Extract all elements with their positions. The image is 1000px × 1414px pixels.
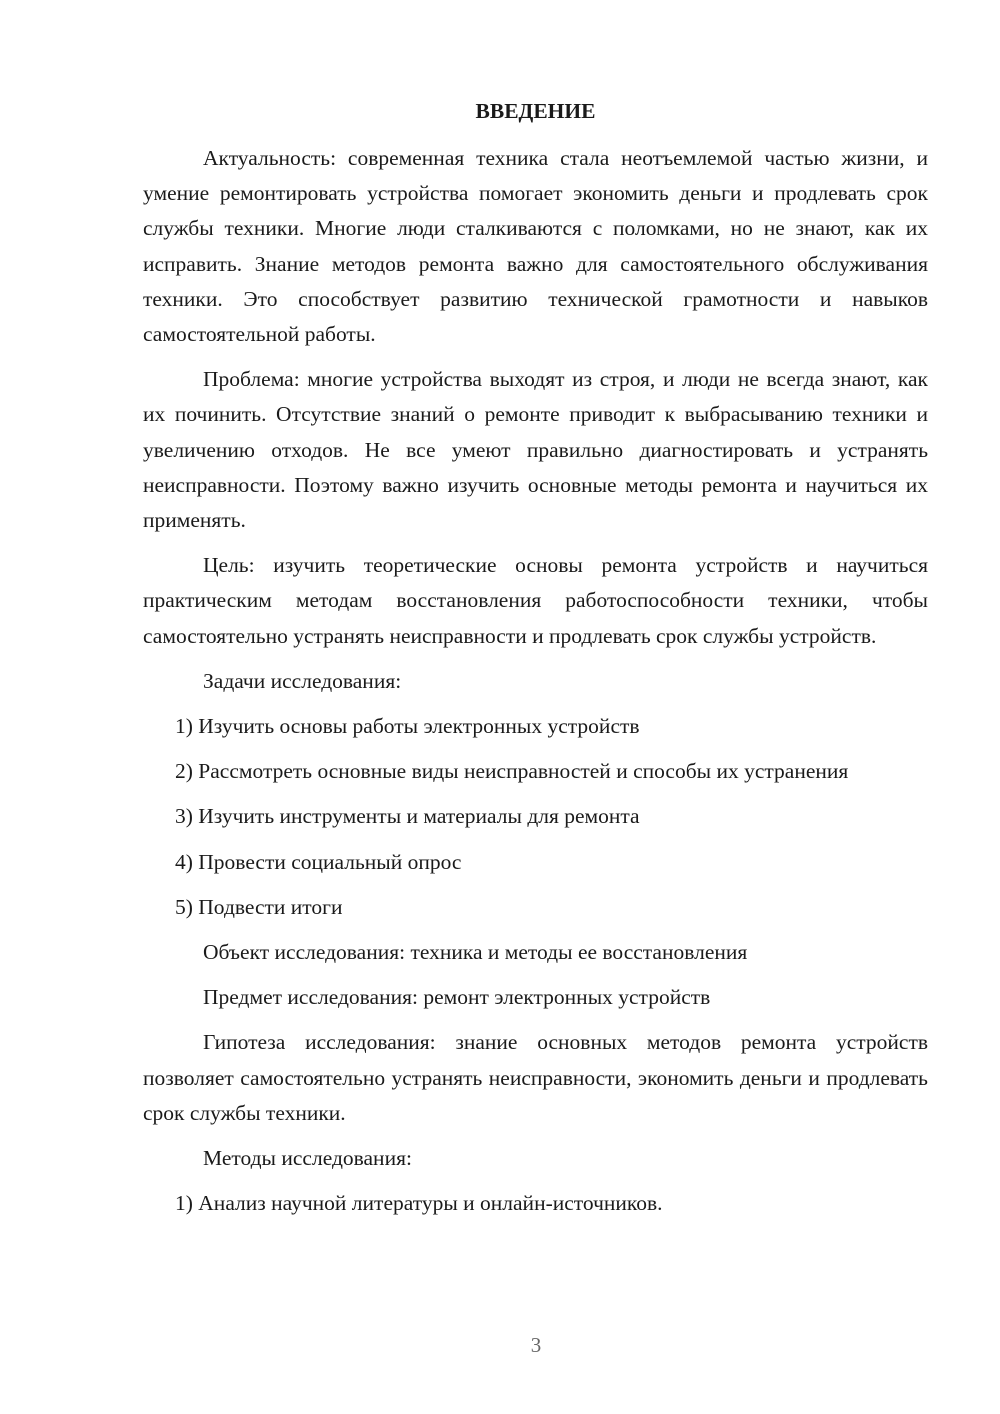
hypothesis-paragraph: Гипотеза исследования: знание основных методов ремонта устройств позволяет самостоятельно устранять неисправности, экономить деньги и продлевать срок службы техники.	[143, 1030, 928, 1125]
method-item-1: 1) Анализ научной литературы и онлайн-источников.	[175, 1191, 663, 1216]
relevance-paragraph: Актуальность: современная техника стала неотъемлемой частью жизни, и умение ремонтировать устройства помогает экономить деньги и продлевать срок службы техники. Многие люди сталкиваются с поломками, но не знают, как их исправить. Знание методов ремонта важно для самостоятельного обслуживания техники. Это способствует развитию технической грамотности и навыков самостоятельной работы.	[143, 146, 928, 347]
task-item-2: 2) Рассмотреть основные виды неисправностей и способы их устранения	[175, 759, 849, 784]
task-item-5: 5) Подвести итоги	[175, 894, 343, 919]
page-number: 3	[530, 1333, 542, 1357]
goal-paragraph: Цель: изучить теоретические основы ремонта устройств и научиться практическим методам восстановления работоспособности техники, чтобы самостоятельно устранять неисправности и продлевать срок службы устройств.	[143, 553, 928, 648]
page-title: ВВЕДЕНИЕ	[475, 99, 596, 123]
problem-paragraph: Проблема: многие устройства выходят из строя, и люди не всегда знают, как их починить. Отсутствие знаний о ремонте приводит к выбрасыванию техники и увеличению отходов. Не все умеют правильно диагностировать и устранять неисправности. Поэтому важно изучить основные методы ремонта и научиться их применять.	[143, 367, 928, 533]
tasks-heading: Задачи исследования:	[203, 668, 402, 693]
document-page	[143, 94, 928, 1231]
task-item-3: 3) Изучить инструменты и материалы для ремонта	[175, 804, 640, 829]
subject-line: Предмет исследования: ремонт электронных устройств	[203, 985, 711, 1010]
task-item-1: 1) Изучить основы работы электронных устройств	[175, 714, 640, 739]
methods-heading: Методы исследования:	[203, 1146, 412, 1171]
task-item-4: 4) Провести социальный опрос	[175, 849, 462, 874]
object-line: Объект исследования: техника и методы ее восстановления	[203, 940, 748, 965]
